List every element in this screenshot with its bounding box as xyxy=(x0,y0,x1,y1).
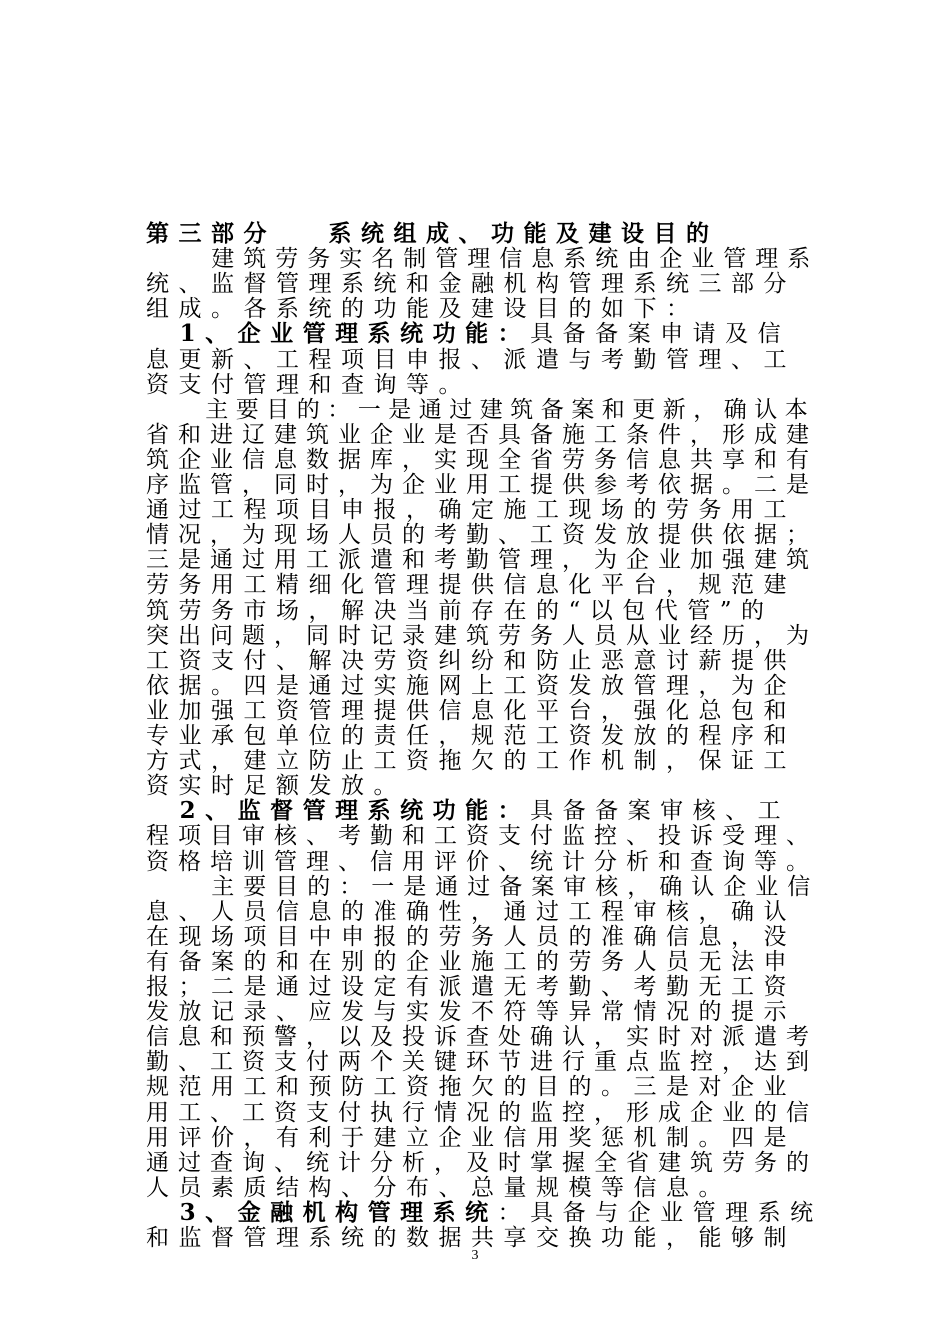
section-2-purpose-line: 息、人员信息的准确性，通过工程审核，确认 xyxy=(146,898,796,925)
section-1-purpose-line: 业加强工资管理提供信息化平台，强化总包和 xyxy=(146,697,796,724)
section-2-purpose-line: 用评价，有利于建立企业信用奖惩机制。四是 xyxy=(146,1124,796,1151)
section-title-rest: 具备备案申请及信 xyxy=(530,321,791,348)
section-2-purpose-line: 在现场项目中申报的劳务人员的准确信息，没 xyxy=(146,923,796,950)
section-title: 3、金融机构管理系统 xyxy=(179,1198,498,1226)
section-2-purpose-line: 报；二是通过设定有派遣无考勤、考勤无工资 xyxy=(146,974,796,1000)
intro-line: 统、监督管理系统和金融机构管理系统三部分 xyxy=(146,271,796,298)
section-2-purpose-line: 发放记录、应发与实发不符等异常情况的提示 xyxy=(146,999,796,1026)
section-1-purpose-line: 省和进辽建筑业企业是否具备施工条件，形成建 xyxy=(146,421,818,448)
section-2-purpose-line: 人员素质结构、分布、总量规模等信息。 xyxy=(146,1174,731,1201)
section-3-title-line xyxy=(146,1199,823,1227)
section-1-purpose-line: 三是通过用工派遣和考勤管理，为企业加强建筑 xyxy=(146,547,818,574)
section-2-title-line xyxy=(146,797,790,825)
section-2-body-line: 程项目审核、考勤和工资支付监控、投诉受理、 xyxy=(146,823,818,850)
section-2-purpose-line: 勤、工资支付两个关键环节进行重点监控，达到 xyxy=(146,1049,818,1076)
section-1-purpose-line: 情况，为现场人员的考勤、工资发放提供依据； xyxy=(146,522,818,549)
section-2-purpose-line: 主要目的：一是通过备案审核，确认企业信 xyxy=(146,873,820,900)
section-title: 2、监督管理系统功能： xyxy=(179,797,531,825)
section-2-purpose-line: 有备案的和在别的企业施工的劳务人员无法申 xyxy=(146,948,796,975)
section-2-purpose-line: 用工、工资支付执行情况的监控，形成企业的信 xyxy=(146,1099,818,1126)
section-1-title-line xyxy=(146,320,790,348)
section-1-purpose-line: 筑企业信息数据库，实现全省劳务信息共享和有 xyxy=(146,446,818,473)
indent xyxy=(146,798,180,824)
section-1-body-line: 资支付管理和查询等。 xyxy=(146,371,471,398)
section-1-purpose-line: 主要目的：一是通过建筑备案和更新，确认本 xyxy=(146,396,816,423)
section-title-rest: 具备备案审核、工 xyxy=(530,798,791,825)
section-heading: 第三部分 系统组成、功能及建设目的 xyxy=(146,220,719,247)
section-2-purpose-line: 信息和预警，以及投诉查处确认，实时对派遣考 xyxy=(146,1024,818,1051)
section-1-purpose-line: 资实时足额发放。 xyxy=(146,773,406,800)
indent xyxy=(146,1200,180,1226)
section-3-body-line: 和监督管理系统的数据共享交换功能，能够制 xyxy=(146,1225,796,1251)
section-1-purpose-line: 依据。四是通过实施网上工资发放管理，为企 xyxy=(146,672,796,699)
intro-line: 组成。各系统的功能及建设目的如下： xyxy=(146,296,699,323)
section-2-body-line: 资格培训管理、信用评价、统计分析和查询等。 xyxy=(146,848,818,875)
section-1-purpose-line: 筑劳务市场，解决当前存在的“以包代管”的 xyxy=(146,597,774,624)
section-title-rest: ：具备与企业管理系统 xyxy=(497,1199,823,1226)
page-number: 3 xyxy=(471,1248,479,1263)
section-1-purpose-line: 专业承包单位的责任，规范工资发放的程序和 xyxy=(146,723,796,749)
section-1-purpose-line: 劳务用工精细化管理提供信息化平台，规范建 xyxy=(146,572,796,599)
section-1-purpose-line: 方式，建立防止工资拖欠的工作机制，保证工 xyxy=(146,748,796,775)
section-1-purpose-line: 序监管，同时，为企业用工提供参考依据。二是 xyxy=(146,472,818,498)
section-1-purpose-line: 工资支付、解决劳资纠纷和防止恶意讨薪提供 xyxy=(146,647,796,674)
intro-line: 建筑劳务实名制管理信息系统由企业管理系 xyxy=(146,246,820,273)
section-1-purpose-line: 突出问题，同时记录建筑劳务人员从业经历，为 xyxy=(146,622,818,649)
section-title: 1、企业管理系统功能： xyxy=(179,320,531,348)
section-2-purpose-line: 通过查询、统计分析，及时掌握全省建筑劳务的 xyxy=(146,1149,818,1176)
indent xyxy=(146,321,180,347)
section-1-purpose-line: 通过工程项目申报，确定施工现场的劳务用工 xyxy=(146,497,796,524)
section-2-purpose-line: 规范用工和预防工资拖欠的目的。三是对企业 xyxy=(146,1074,796,1101)
section-1-body-line: 息更新、工程项目申报、派遣与考勤管理、工 xyxy=(146,346,796,373)
